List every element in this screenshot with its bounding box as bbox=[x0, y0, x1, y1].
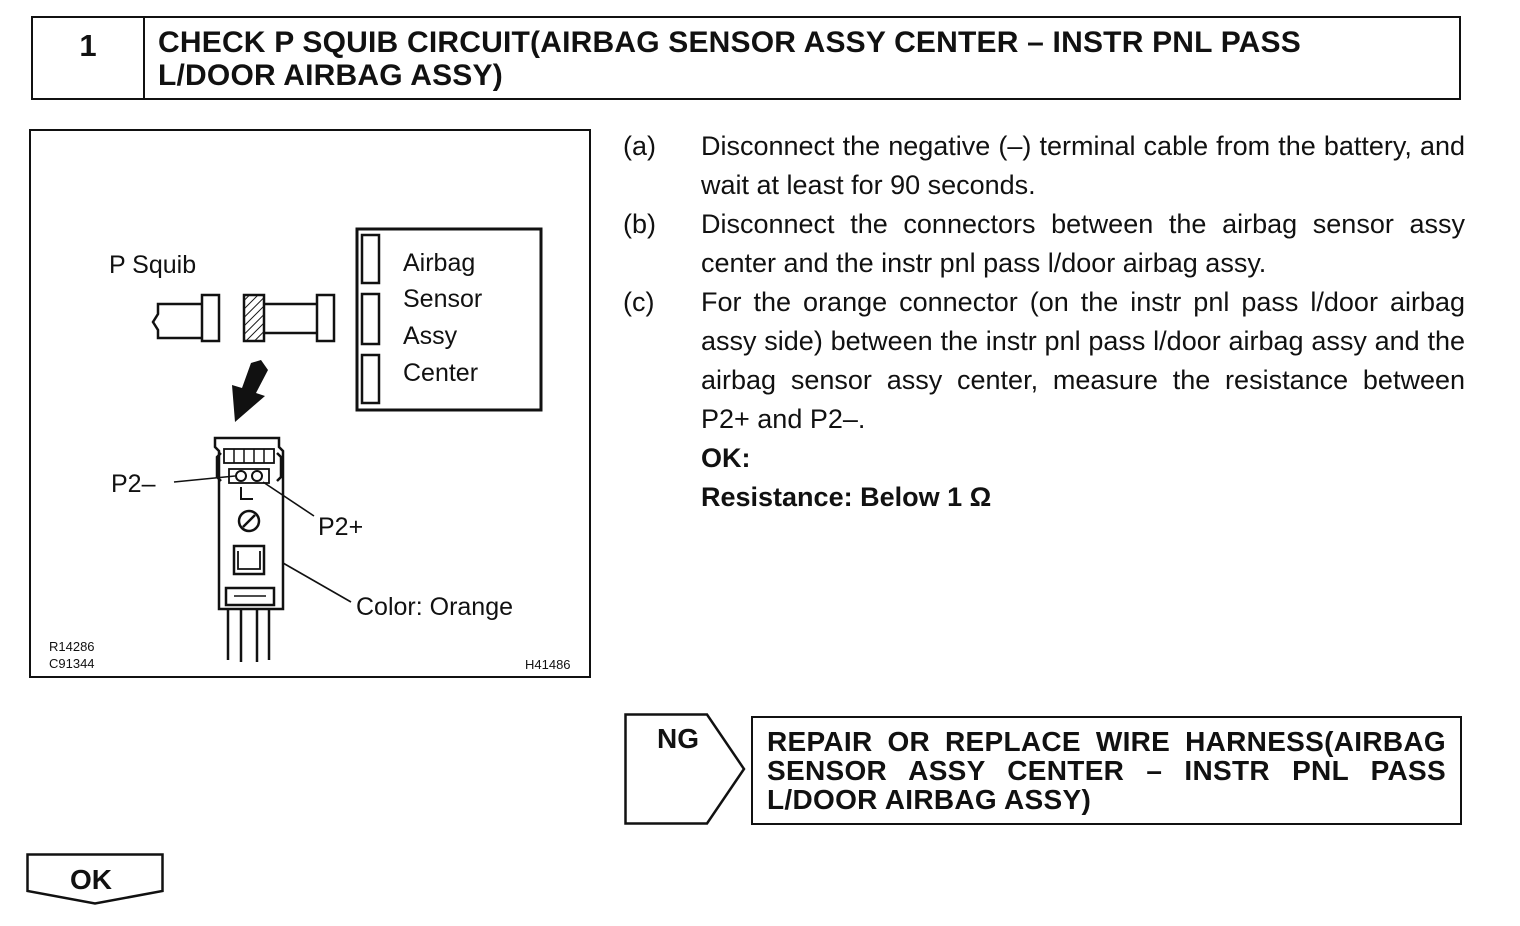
leader-color bbox=[283, 563, 351, 602]
sensor-side-connector bbox=[317, 295, 334, 341]
step-a bbox=[623, 127, 1465, 205]
step-title-line-1: CHECK P SQUIB CIRCUIT(AIRBAG SENSOR ASSY CENTER – INSTR PNL PASS bbox=[158, 26, 1301, 59]
leader-p2-plus bbox=[263, 482, 314, 516]
color-label: Color: Orange bbox=[356, 593, 514, 621]
direction-arrow bbox=[232, 360, 268, 422]
step-title-line-2: L/DOOR AIRBAG ASSY) bbox=[158, 59, 503, 92]
procedure-steps bbox=[623, 127, 1465, 517]
step-a-text: Disconnect the negative (–) terminal cable from the battery, and wait at least for 90 seconds. bbox=[701, 131, 1465, 200]
sensor-pin-3 bbox=[362, 355, 379, 403]
step-b-letter: (b) bbox=[623, 209, 656, 239]
figure-code: H41486 bbox=[525, 657, 571, 672]
leader-p2-minus bbox=[174, 476, 235, 482]
ok-tag-label: OK bbox=[70, 864, 112, 895]
terminal-p2-minus bbox=[236, 471, 246, 481]
ng-tag-label: NG bbox=[657, 723, 699, 754]
sensor-pin-2 bbox=[362, 294, 379, 344]
ng-action-box: REPAIR OR REPLACE WIRE HARNESS(AIRBAG SENSOR ASSY CENTER – INSTR PNL PASS L/DOOR AIRBAG ASSY) bbox=[751, 716, 1462, 825]
resistance-spec: Resistance: Below 1 Ω bbox=[701, 482, 992, 512]
step-a-letter: (a) bbox=[623, 131, 656, 161]
step-header bbox=[31, 16, 1461, 100]
p2-plus-label: P2+ bbox=[318, 513, 364, 541]
sensor-label-2: Sensor bbox=[403, 285, 483, 313]
squib-plug bbox=[153, 304, 202, 338]
p-squib-label: P Squib bbox=[109, 251, 197, 279]
step-b-text: Disconnect the connectors between the airbag sensor assy center and the instr pnl pass l/door airbag assy. bbox=[701, 209, 1465, 278]
step-title bbox=[145, 18, 1301, 98]
squib-connector-half bbox=[202, 295, 219, 341]
sensor-label-4: Center bbox=[403, 359, 479, 387]
step-number: 1 bbox=[33, 18, 145, 98]
step-c-text: For the orange connector (on the instr pnl pass l/door airbag assy side) between the instr pnl pass l/door airbag assy and the airbag sensor assy center, measure the resistance between P2+ and P2–. bbox=[701, 287, 1465, 434]
step-c bbox=[623, 283, 1465, 439]
p2-minus-label: P2– bbox=[111, 470, 156, 498]
ref-codes bbox=[49, 638, 95, 672]
ref-code-1: R14286 bbox=[49, 639, 95, 654]
ok-spec-label: OK: bbox=[701, 443, 751, 473]
ref-code-2: C91344 bbox=[49, 656, 95, 671]
sensor-pin-1 bbox=[362, 235, 379, 283]
sensor-label-1: Airbag bbox=[403, 249, 476, 277]
step-c-letter: (c) bbox=[623, 287, 655, 317]
terminal-p2-plus bbox=[252, 471, 262, 481]
sensor-label-3: Assy bbox=[403, 322, 458, 350]
hatched-connector bbox=[244, 295, 264, 341]
connector-illustration bbox=[29, 129, 591, 678]
step-b bbox=[623, 205, 1465, 283]
